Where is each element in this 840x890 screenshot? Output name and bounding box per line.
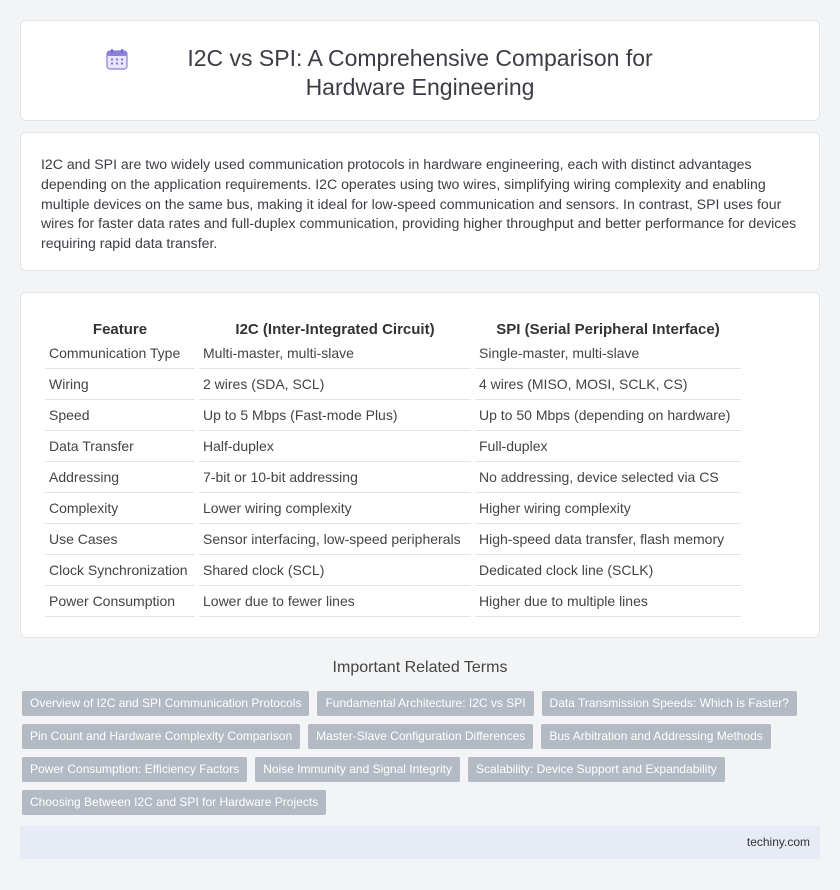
related-term-tag[interactable]: Choosing Between I2C and SPI for Hardware Projects xyxy=(22,790,326,815)
header-i2c: I2C (Inter-Integrated Circuit) xyxy=(235,321,435,338)
table-row xyxy=(45,369,741,400)
related-term-tag[interactable]: Scalability: Device Support and Expandability xyxy=(468,757,725,782)
comparison-table xyxy=(41,313,745,617)
table-row xyxy=(45,338,741,369)
spi-cell: Single-master, multi-slave xyxy=(475,338,741,369)
related-term-tag[interactable]: Bus Arbitration and Addressing Methods xyxy=(541,724,770,749)
related-term-tag[interactable]: Fundamental Architecture: I2C vs SPI xyxy=(317,691,533,716)
table-row xyxy=(45,586,741,617)
related-terms-list xyxy=(22,691,802,815)
i2c-cell: Lower due to fewer lines xyxy=(199,586,471,617)
feature-cell: Power Consumption xyxy=(45,586,195,617)
i2c-cell: Shared clock (SCL) xyxy=(199,555,471,586)
spi-cell: No addressing, device selected via CS xyxy=(475,462,741,493)
spi-cell: High-speed data transfer, flash memory xyxy=(475,524,741,555)
feature-cell: Speed xyxy=(45,400,195,431)
spi-cell: Higher wiring complexity xyxy=(475,493,741,524)
feature-cell: Addressing xyxy=(45,462,195,493)
i2c-cell: 7-bit or 10-bit addressing xyxy=(199,462,471,493)
i2c-cell: Sensor interfacing, low-speed peripherals xyxy=(199,524,471,555)
table-row xyxy=(45,493,741,524)
feature-cell: Data Transfer xyxy=(45,431,195,462)
intro-paragraph: I2C and SPI are two widely used communication protocols in hardware engineering, each with distinct advantages depending on the application requirements. I2C operates using two wires, simplifying wiring complexity and enabling multiple devices on the same bus, making it ideal for low-speed communication and sensors. In contrast, SPI uses four wires for faster data rates and full-duplex communication, providing higher throughput and better performance for devices requiring rapid data transfer. xyxy=(41,156,797,252)
header-feature: Feature xyxy=(92,321,148,338)
feature-cell: Use Cases xyxy=(45,524,195,555)
table-row xyxy=(45,431,741,462)
i2c-cell: 2 wires (SDA, SCL) xyxy=(199,369,471,400)
table-row xyxy=(45,555,741,586)
table-header-row xyxy=(45,313,741,338)
table-row xyxy=(45,524,741,555)
feature-cell: Wiring xyxy=(45,369,195,400)
i2c-cell: Multi-master, multi-slave xyxy=(199,338,471,369)
feature-cell: Complexity xyxy=(45,493,195,524)
table-row xyxy=(45,462,741,493)
comparison-table-card xyxy=(20,292,820,638)
footer-site-link[interactable]: techiny.com xyxy=(746,835,810,849)
spi-cell: Up to 50 Mbps (depending on hardware) xyxy=(475,400,741,431)
table-row xyxy=(45,400,741,431)
spi-cell: Dedicated clock line (SCLK) xyxy=(475,555,741,586)
related-term-tag[interactable]: Overview of I2C and SPI Communication Protocols xyxy=(22,691,309,716)
related-term-tag[interactable]: Data Transmission Speeds: Which is Faster? xyxy=(542,691,797,716)
i2c-cell: Half-duplex xyxy=(199,431,471,462)
header-spi: SPI (Serial Peripheral Interface) xyxy=(496,321,720,338)
i2c-cell: Up to 5 Mbps (Fast-mode Plus) xyxy=(199,400,471,431)
related-term-tag[interactable]: Master-Slave Configuration Differences xyxy=(308,724,533,749)
spi-cell: 4 wires (MISO, MOSI, SCLK, CS) xyxy=(475,369,741,400)
intro-card xyxy=(20,132,820,271)
related-term-tag[interactable]: Power Consumption: Efficiency Factors xyxy=(22,757,247,782)
related-term-tag[interactable]: Pin Count and Hardware Complexity Comparison xyxy=(22,724,300,749)
spi-cell: Higher due to multiple lines xyxy=(475,586,741,617)
feature-cell: Communication Type xyxy=(45,338,195,369)
footer-bar xyxy=(20,826,820,859)
related-term-tag[interactable]: Noise Immunity and Signal Integrity xyxy=(255,757,460,782)
spi-cell: Full-duplex xyxy=(475,431,741,462)
related-terms-heading: Important Related Terms xyxy=(332,659,508,676)
i2c-cell: Lower wiring complexity xyxy=(199,493,471,524)
page-title-text: I2C vs SPI: A Comprehensive Comparison for Hardware Engineering xyxy=(187,45,653,100)
header-card xyxy=(20,20,820,121)
feature-cell: Clock Synchronization xyxy=(45,555,195,586)
page-title xyxy=(21,44,819,102)
